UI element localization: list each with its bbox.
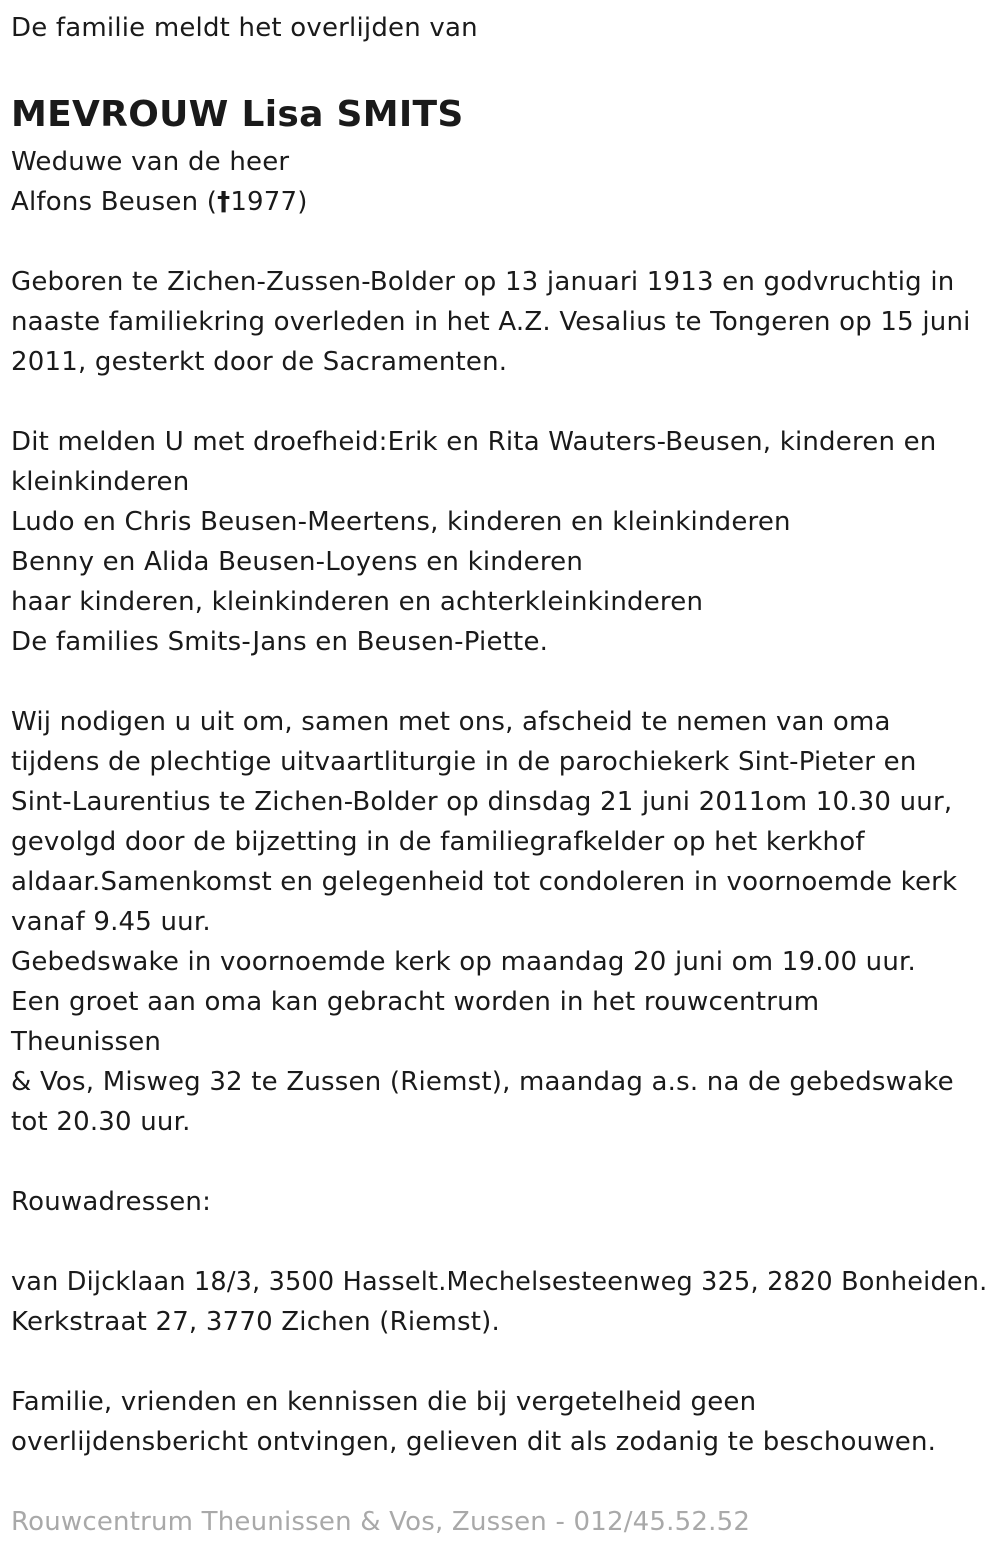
paragraph-line: Geboren te Zichen-Zussen-Bolder op 13 januari 1913 en godvruchtig in <box>11 267 955 297</box>
paragraph-line: Theunissen <box>11 1027 162 1057</box>
funeral-home-footer: Rouwcentrum Theunissen & Vos, Zussen - 012/45.52.52 <box>11 1507 751 1537</box>
cross-icon: † <box>217 187 231 217</box>
address-line: Kerkstraat 27, 3770 Zichen (Riemst). <box>11 1307 500 1337</box>
spouse-name: Alfons Beusen ( <box>11 187 218 217</box>
paragraph-line: haar kinderen, kleinkinderen en achterkleinkinderen <box>11 587 704 617</box>
paragraph-line: Ludo en Chris Beusen-Meertens, kinderen en kleinkinderen <box>11 507 791 537</box>
paragraph-line: overlijdensbericht ontvingen, gelieven dit als zodanig te beschouwen. <box>11 1427 937 1457</box>
paragraph-line: Dit melden U met droefheid:Erik en Rita Wauters-Beusen, kinderen en <box>11 427 937 457</box>
addresses-heading: Rouwadressen: <box>11 1187 212 1217</box>
paragraph-line: Familie, vrienden en kennissen die bij vergetelheid geen <box>11 1387 757 1417</box>
notice-paragraph <box>11 1382 995 1462</box>
paragraph-line: Benny en Alida Beusen-Loyens en kinderen <box>11 547 584 577</box>
paragraph-line: aldaar.Samenkomst en gelegenheid tot condoleren in voornoemde kerk <box>11 867 958 897</box>
paragraph-line: gevolgd door de bijzetting in de familiegrafkelder op het kerkhof <box>11 827 865 857</box>
spacer <box>11 48 995 88</box>
funeral-paragraph <box>11 702 995 1142</box>
spacer <box>11 382 995 422</box>
spacer <box>11 1342 995 1382</box>
paragraph-line: naaste familiekring overleden in het A.Z. Vesalius te Tongeren op 15 juni <box>11 307 971 337</box>
spouse-death-year: 1977) <box>230 187 308 217</box>
paragraph-line: Een groet aan oma kan gebracht worden in het rouwcentrum <box>11 987 820 1017</box>
paragraph-line: kleinkinderen <box>11 467 190 497</box>
spacer <box>11 662 995 702</box>
paragraph-line: 2011, gesterkt door de Sacramenten. <box>11 347 508 377</box>
addresses-list <box>11 1262 995 1342</box>
deceased-name: MEVROUW Lisa SMITS <box>11 94 464 135</box>
paragraph-line: tot 20.30 uur. <box>11 1107 191 1137</box>
obituary-notice <box>11 8 995 1542</box>
paragraph-line: Wij nodigen u uit om, samen met ons, afscheid te nemen van oma <box>11 707 891 737</box>
birth-death-paragraph <box>11 262 995 382</box>
mourners-paragraph <box>11 422 995 662</box>
spacer <box>11 1462 995 1502</box>
intro-text: De familie meldt het overlijden van <box>11 13 478 43</box>
paragraph-line: De families Smits-Jans en Beusen-Piette. <box>11 627 549 657</box>
address-line: van Dijcklaan 18/3, 3500 Hasselt.Mechelsesteenweg 325, 2820 Bonheiden. <box>11 1267 988 1297</box>
paragraph-line: & Vos, Misweg 32 te Zussen (Riemst), maandag a.s. na de gebedswake <box>11 1067 954 1097</box>
spacer <box>11 1142 995 1182</box>
spouse-line <box>11 182 995 222</box>
paragraph-line: vanaf 9.45 uur. <box>11 907 211 937</box>
paragraph-line: Sint-Laurentius te Zichen-Bolder op dinsdag 21 juni 2011om 10.30 uur, <box>11 787 953 817</box>
spacer <box>11 1222 995 1262</box>
paragraph-line: tijdens de plechtige uitvaartliturgie in de parochiekerk Sint-Pieter en <box>11 747 917 777</box>
paragraph-line: Gebedswake in voornoemde kerk op maandag 20 juni om 19.00 uur. <box>11 947 916 977</box>
widow-line: Weduwe van de heer <box>11 147 290 177</box>
spacer <box>11 222 995 262</box>
